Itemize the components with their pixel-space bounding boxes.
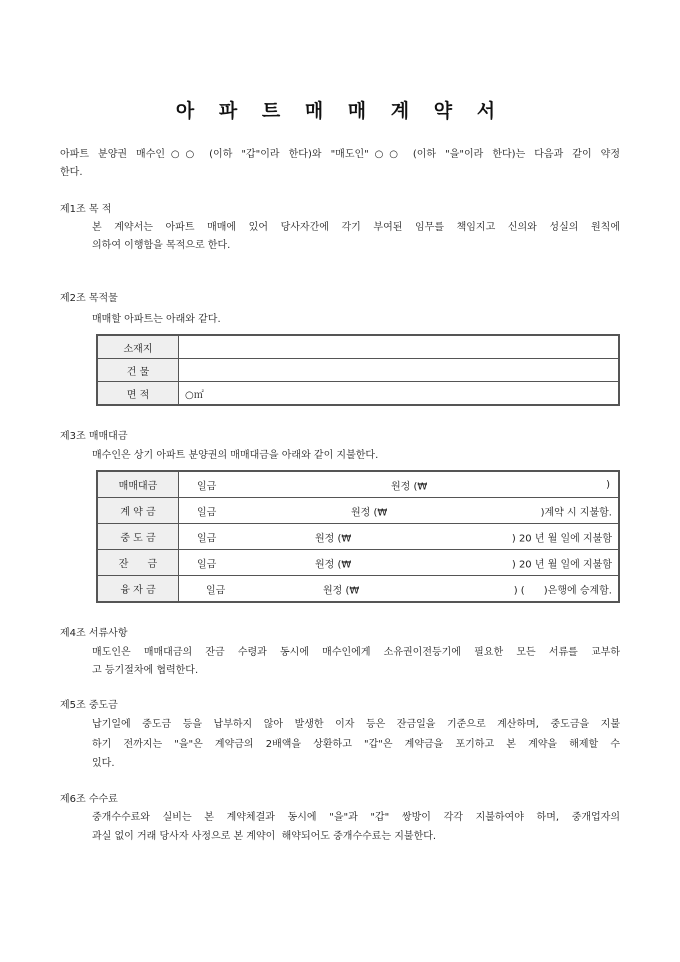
payment-note: ) <box>606 479 610 490</box>
article-5-body: 납기일에 중도금 등을 납부하지 않아 발생한 이자 등은 잔금일을 기준으로 계산하며, 중도금을 지불 <box>92 719 620 730</box>
table-row <box>97 359 619 382</box>
article-4-body: 매도인은 매매대금의 잔금 수령과 동시에 매수인에게 소유권이전등기에 필요한 모든 서류를 교부하 <box>92 647 620 658</box>
table-row <box>97 550 619 576</box>
value-cell <box>179 550 620 576</box>
label-cell: 매매대금 <box>97 471 179 498</box>
property-table <box>96 334 620 406</box>
table-row <box>97 576 619 603</box>
label-cell: 면 적 <box>97 382 179 406</box>
value-cell <box>179 498 620 524</box>
article-4-heading: 제4조 서류사항 <box>60 628 128 639</box>
payment-note: )계약 시 지불함. <box>540 507 612 518</box>
value-cell <box>179 524 620 550</box>
label-cell: 계 약 금 <box>97 498 179 524</box>
amount-prefix: 일금 <box>206 585 226 596</box>
table-row <box>97 498 619 524</box>
payment-note: ) ( )은행에 승계함. <box>513 585 612 596</box>
article-6-body: 과실 없이 거래 당사자 사정으로 본 계약이 해약되어도 중개수수료는 지불한다. <box>92 831 437 842</box>
value-cell: ○㎡ <box>179 382 620 406</box>
label-cell: 소재지 <box>97 335 179 359</box>
label-cell: 융 자 금 <box>97 576 179 603</box>
article-5-heading: 제5조 중도금 <box>60 700 118 711</box>
intro-line: 아파트 분양권 매수인○○ (이하 "갑"이라 한다)와 "매도인"○○ (이하 "을"이라 한다)는 다음과 같이 약정 <box>60 149 620 160</box>
article-5-body: 하기 전까지는 "을"은 계약금의 2배액을 상환하고 "갑"은 계약금을 포기하고 본 계약을 해제할 수 <box>92 739 620 750</box>
article-2-body: 매매할 아파트는 아래와 같다. <box>92 314 221 325</box>
label-cell: 잔 금 <box>97 550 179 576</box>
table-row <box>97 382 619 406</box>
table-row <box>97 471 619 498</box>
label-cell: 건 물 <box>97 359 179 382</box>
table-row <box>97 335 619 359</box>
value-cell <box>179 359 620 382</box>
article-1-body: 의하여 이행함을 목적으로 한다. <box>92 240 231 251</box>
label-cell: 중 도 금 <box>97 524 179 550</box>
article-3-heading: 제3조 매매대금 <box>60 431 128 442</box>
article-3-body: 매수인은 상기 아파트 분양권의 매매대금을 아래와 같이 지불한다. <box>92 450 379 461</box>
value-cell <box>179 335 620 359</box>
article-6-body: 중개수수료와 실비는 본 계약체결과 동시에 "을"과 "갑" 쌍방이 각각 지불하여야 하며, 중개업자의 <box>92 812 620 823</box>
amount-prefix: 일금 <box>197 481 217 492</box>
amount-prefix: 일금 <box>197 533 217 544</box>
article-2-heading: 제2조 목적물 <box>60 293 118 304</box>
price-table <box>96 470 620 603</box>
article-6-heading: 제6조 수수료 <box>60 794 118 805</box>
payment-note: ) 20 년 월 일에 지불함 <box>511 533 612 544</box>
value-cell <box>179 471 620 498</box>
amount-prefix: 일금 <box>197 559 217 570</box>
won-label: 원정 (₩ <box>351 507 388 518</box>
won-label: 원정 (₩ <box>323 585 360 596</box>
won-label: 원정 (₩ <box>315 559 352 570</box>
won-label: 원정 (₩ <box>315 533 352 544</box>
article-1-heading: 제1조 목 적 <box>60 204 112 215</box>
article-5-body: 있다. <box>92 758 115 769</box>
won-label: 원정 (₩ <box>391 481 428 492</box>
value-cell <box>179 576 620 603</box>
amount-prefix: 일금 <box>197 507 217 518</box>
article-1-body: 본 계약서는 아파트 매매에 있어 당사자간에 각기 부여된 임무를 책임지고 신의와 성실의 원칙에 <box>92 222 620 233</box>
intro-line: 한다. <box>60 167 83 178</box>
table-row <box>97 524 619 550</box>
document-title: 아 파 트 매 매 계 약 서 <box>175 100 505 122</box>
payment-note: ) 20 년 월 일에 지불함 <box>511 559 612 570</box>
article-4-body: 고 등기절차에 협력한다. <box>92 665 199 676</box>
